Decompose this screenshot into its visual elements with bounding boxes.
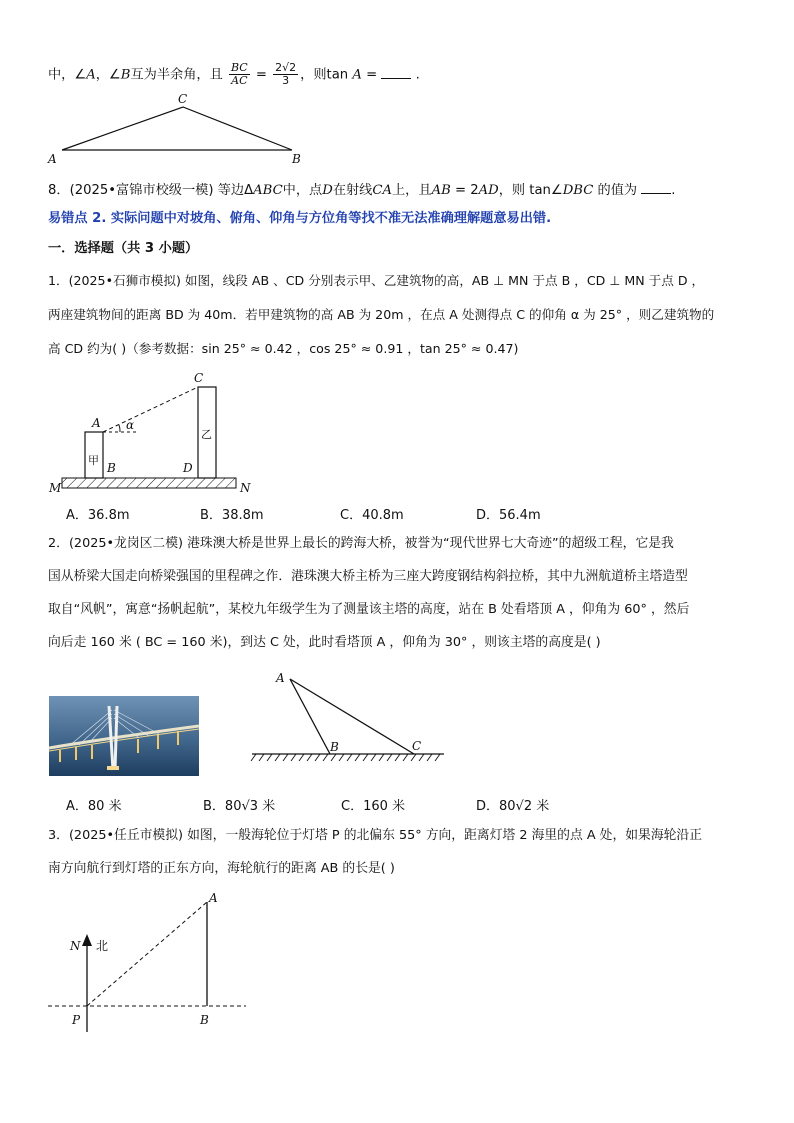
label-b: B (330, 740, 339, 754)
q3-line-2: 南方向航行到灯塔的正东方向，海轮航行的距离 AB 的长是( ) (48, 861, 395, 876)
q2-line-2: 国从桥梁大国走向桥梁强国的里程碑之作．港珠澳大桥主桥为三座大跨度钢结构斜拉桥，其中九洲航道桥主塔造型 (48, 569, 688, 584)
q1-option-c[interactable]: C．40.8m (340, 508, 404, 523)
value-fraction: $\frac{2√2}{3}$ (275, 61, 297, 87)
label-a: A (92, 416, 101, 430)
q7-tail-line: 中，∠A，∠B互为半余角，且 $\frac{BC}{AC}$ = $\frac{2√2}{3}$ ，则tan A = . (48, 61, 420, 87)
segment-pa (87, 902, 207, 1006)
segment-ac (290, 679, 414, 754)
q3-line-1: 3．(2025•任丘市模拟) 如图，一般海轮位于灯塔 P 的北偏东 55° 方向，距离灯塔 2 海里的点 A 处，如果海轮沿正 (48, 828, 703, 843)
ratio-fraction: $\frac{BC}{AC}$ (230, 61, 248, 87)
q1-option-d[interactable]: D．56.4m (476, 508, 541, 523)
label-n: N (70, 939, 81, 953)
tower-triangle-figure (248, 664, 448, 764)
label-m: M (49, 481, 62, 495)
lighthouse-figure (46, 884, 266, 1032)
label-a: A (48, 152, 57, 166)
q1-line-1: 1．(2025•石狮市模拟) 如图，线段 AB 、CD 分别表示甲、乙建筑物的高，AB ⊥ MN 于点 B ，CD ⊥ MN 于点 D ， (48, 273, 705, 288)
subsection-title: 一．选择题（共 3 小题） (48, 241, 199, 256)
buildings-figure (40, 366, 270, 500)
label-north: 北 (96, 939, 109, 953)
label-a: A (209, 891, 218, 905)
label-c: C (178, 92, 188, 106)
label-p: P (72, 1013, 81, 1027)
triangle-abc-lines (62, 107, 292, 150)
ground-hatch (251, 754, 440, 761)
north-arrow-head (82, 934, 92, 946)
ground-hatch (62, 478, 236, 488)
label-n: N (240, 481, 251, 495)
q1-option-a[interactable]: A．36.8m (66, 508, 130, 523)
answer-blank (641, 181, 671, 194)
sight-line-ac (103, 387, 198, 432)
bridge-photo (49, 696, 199, 776)
label-b: B (107, 461, 116, 475)
label-b: B (200, 1013, 209, 1027)
label-c: C (412, 739, 422, 753)
q2-option-b[interactable]: B．80√3 米 (203, 799, 276, 814)
q2-option-c[interactable]: C．160 米 (341, 799, 406, 814)
triangle-abc-figure (40, 90, 320, 170)
label-c: C (194, 371, 204, 385)
q2-line-1: 2．(2025•龙岗区二模) 港珠澳大桥是世界上最长的跨海大桥，被誉为“现代世界七大奇迹”的超级工程，它是我 (48, 536, 674, 551)
q2-option-d[interactable]: D．80√2 米 (476, 799, 550, 814)
section-heading: 易错点 2. 实际问题中对坡角、俯角、仰角与方位角等找不准无法准确理解题意易出错. (48, 211, 552, 226)
label-jia: 甲 (88, 454, 99, 467)
question-8: 8．(2025•富锦市校级一模) 等边ΔABC中，点D在射线CA上，且AB = 2AD，则 tan∠DBC 的值为 . (48, 183, 676, 198)
alpha-arc (119, 425, 120, 432)
q2-line-4: 向后走 160 米 ( BC = 160 米)，到达 C 处，此时看塔顶 A ，仰角为 30° ，则该主塔的高度是( ) (48, 635, 601, 650)
q2-line-3: 取自“风帆”，寓意“扬帆起航”，某校九年级学生为了测量该主塔的高度，站在 B 处看塔顶 A ，仰角为 60° ，然后 (48, 602, 690, 617)
label-yi: 乙 (201, 428, 212, 441)
q1-option-b[interactable]: B．38.8m (200, 508, 264, 523)
q1-line-2: 两座建筑物间的距离 BD 为 40m．若甲建筑物的高 AB 为 20m ，在点 A 处测得点 C 的仰角 α 为 25° ，则乙建筑物的 (48, 307, 715, 322)
label-b: B (292, 152, 301, 166)
q2-option-a[interactable]: A．80 米 (66, 799, 122, 814)
tower-base-light (107, 766, 119, 770)
label-a: A (276, 671, 285, 685)
segment-ab (290, 679, 330, 754)
answer-blank (381, 66, 411, 79)
q1-line-3: 高 CD 约为( )（参考数据：sin 25° ≈ 0.42 ，cos 25° ≈ 0.91 ，tan 25° ≈ 0.47) (48, 341, 519, 356)
label-alpha: α (126, 418, 135, 432)
label-d: D (183, 461, 193, 475)
